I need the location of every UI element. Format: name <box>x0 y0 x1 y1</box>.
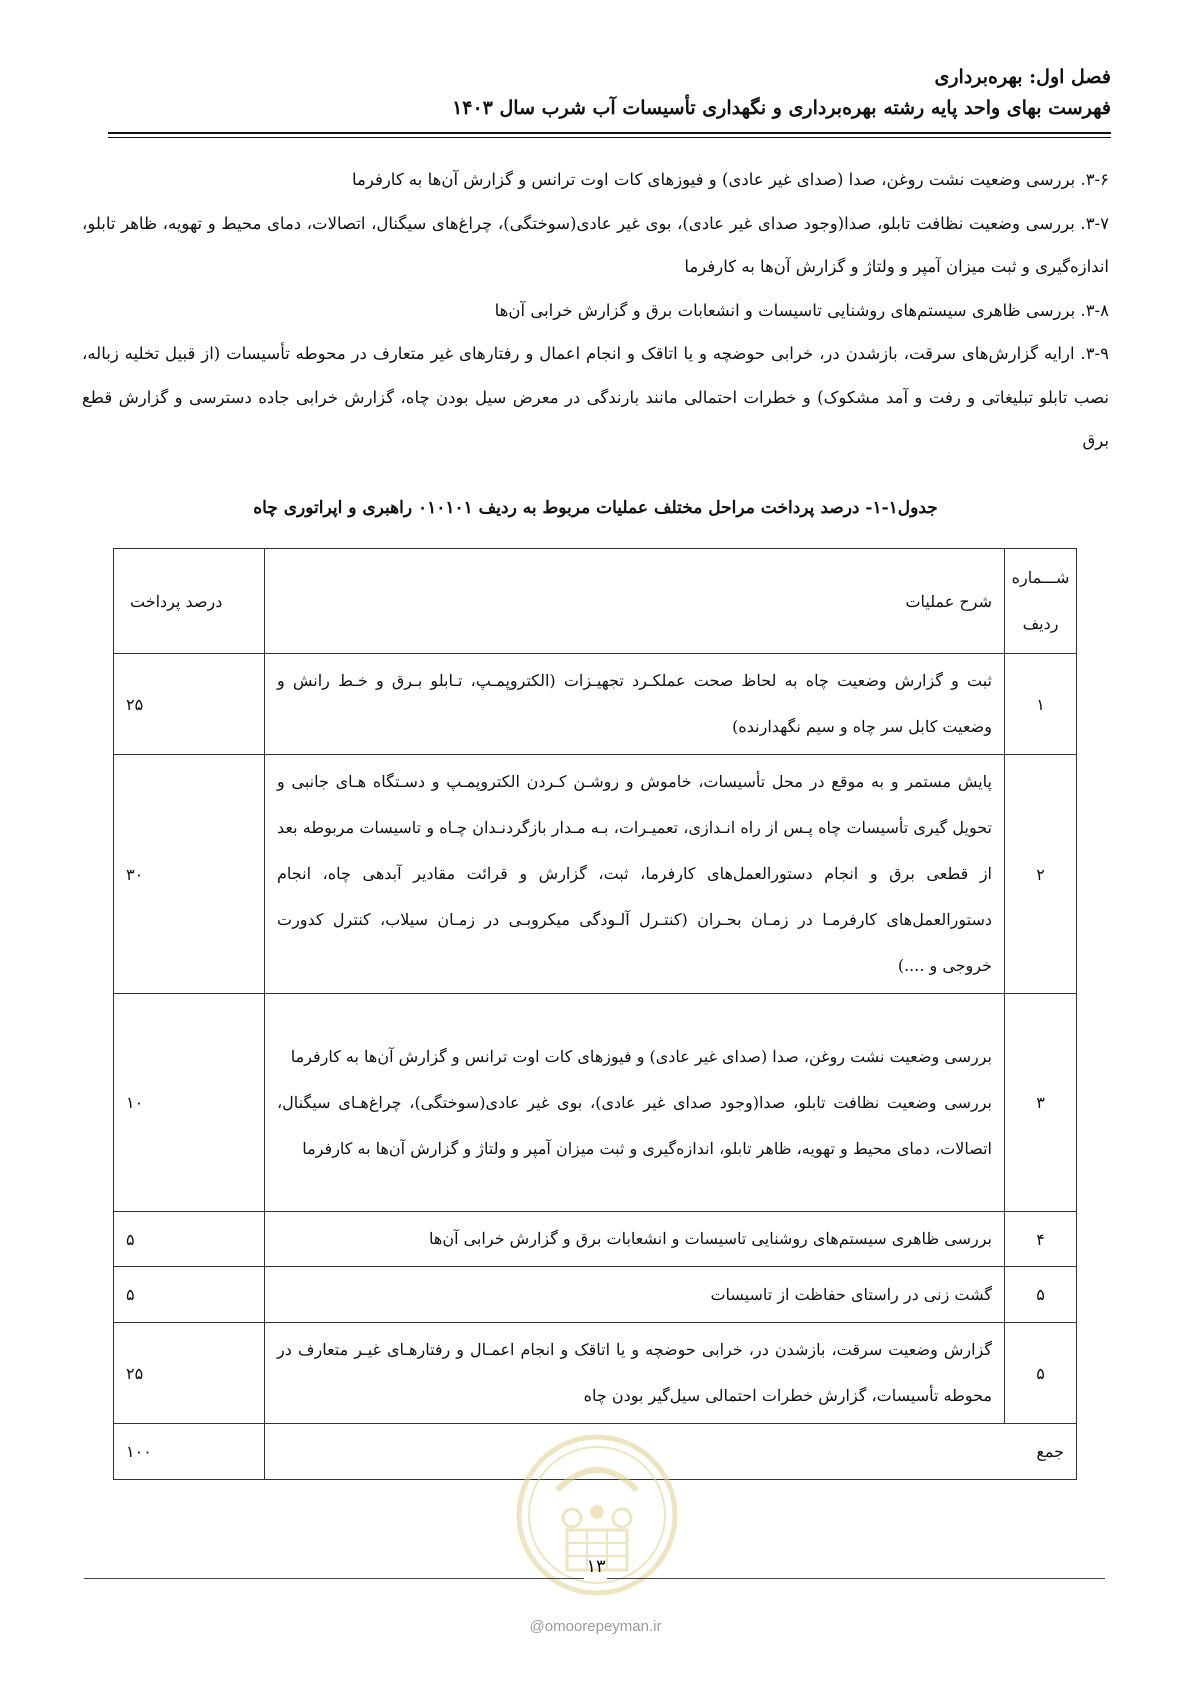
row-description: گشت زنی در راستای حفاظت از تاسیسات <box>265 1267 1005 1323</box>
footer-rule-right <box>607 1578 1105 1579</box>
row-number: ۲ <box>1005 755 1077 994</box>
footer-rule-left <box>84 1578 584 1579</box>
table-row <box>114 654 1077 755</box>
chapter-title: فصل اول: بهره‌برداری <box>934 66 1111 88</box>
header-rule-thin <box>108 137 1111 138</box>
row-number: ۵ <box>1005 1267 1077 1323</box>
row-number: ۴ <box>1005 1212 1077 1267</box>
row-payment: ۵ <box>114 1212 265 1267</box>
row-number: ۱ <box>1005 654 1077 755</box>
row-payment: ۵ <box>114 1267 265 1323</box>
total-payment: ۱۰۰ <box>114 1424 265 1480</box>
header-payment: درصد پرداخت <box>114 549 265 654</box>
total-label: جمع <box>265 1424 1077 1480</box>
row-description: ثبت و گزارش وضعیت چاه به لحاظ صحت عملکـرد تجهیـزات (الکتروپمـپ، تـابلو بـرق و خـط رانش و وضعیت کابل سر چاه و سیم نگهدارنده) <box>265 654 1005 755</box>
paragraph-3-9: ۳-۹. ارایه گزارش‌های سرقت، بازشدن در، خرابی حوضچه و یا اتاقک و انجام اعمال و رفتارهای غیر متعارف در محوطه تأسیسات (از قبیل تخلیه زباله، نصب تابلو تبلیغاتی و رفت و آمد مشکوک) و خطرات احتمالی مانند بارندگی در معرض سیل بودن چاه، گزارش خرابی جاده دسترسی و گزارش قطع برق <box>82 344 1109 450</box>
document-title: فهرست بهای واحد پایه رشته بهره‌برداری و نگهداری تأسیسات آب شرب سال ۱۴۰۳ <box>452 97 1111 119</box>
page-number: ۱۳ <box>586 1556 606 1577</box>
header-rule-thick <box>108 132 1111 134</box>
operations-table <box>113 548 1077 1480</box>
row-description: پایش مستمر و به موقع در محل تأسیسات، خاموش و روشـن کـردن الکتروپمـپ و دسـتگاه هـای جانبی و تحویل گیری تأسیسات چاه پـس از راه انـدازی، تعمیـرات، بـه مـدار بازگردنـدان چـاه و تاسیسات مربوطه بعد از قطعی برق و انجام دستورالعمل‌های کارفرما، ثبت، گزارش و قرائت مقادیر آبدهی چاه، انجام دستورالعمل‌های کارفرمـا در زمـان بحـران (کنتـرل آلـودگی میکروبـی در زمـان سیلاب، کنترل کدورت خروجی و ....) <box>265 755 1005 994</box>
row-description: بررسی ظاهری سیستم‌های روشنایی تاسیسات و انشعابات برق و گزارش خرابی آن‌ها <box>265 1212 1005 1267</box>
row-payment: ۲۵ <box>114 1323 265 1424</box>
header-row-number <box>1005 549 1077 654</box>
paragraph-3-7: ۳-۷. بررسی وضعیت نظافت تابلو، صدا(وجود صدای غیر عادی)، بوی غیر عادی(سوختگی)، چراغ‌های سیگنال، اتصالات، دمای محیط و تهویه، ظاهر تابلو، اندازه‌گیری و ثبت میزان آمپر و ولتاژ و گزارش آن‌ها به کارفرما <box>82 213 1109 276</box>
table-header-row <box>114 549 1077 654</box>
header-description: شرح عملیات <box>265 549 1005 654</box>
table-caption: جدول۱-۱- درصد پرداخت مراحل مختلف عملیات مربوط به ردیف ۰۱۰۱۰۱ راهبری و اپراتوری چاه <box>253 498 938 518</box>
page-header <box>452 62 1111 124</box>
paragraph-3-8: ۳-۸. بررسی ظاهری سیستم‌های روشنایی تاسیسات و انشعابات برق و گزارش خرابی آن‌ها <box>494 300 1109 320</box>
header-number-line2: ردیف <box>1022 614 1059 633</box>
table-row <box>114 994 1077 1212</box>
row-description <box>265 994 1005 1212</box>
header-number-line1: شـــماره <box>1011 568 1070 587</box>
row-description: گزارش وضعیت سرقت، بازشدن در، خرابی حوضچه و یا اتاقک و انجام اعمـال و رفتارهـای غیـر متعارف در محوطه تأسیسات، گزارش خطرات احتمالی سیل‌گیر بودن چاه <box>265 1323 1005 1424</box>
table-row <box>114 755 1077 994</box>
table-row <box>114 1323 1077 1424</box>
website-label[interactable]: @omoorepeyman.ir <box>529 1618 662 1635</box>
table-row <box>114 1267 1077 1323</box>
row-payment: ۳۰ <box>114 755 265 994</box>
body-paragraphs <box>82 158 1109 463</box>
row-payment: ۱۰ <box>114 994 265 1212</box>
row-number: ۳ <box>1005 994 1077 1212</box>
row-description-part1: بررسی وضعیت نشت روغن، صدا (صدای غیر عادی) و فیوزهای کات اوت ترانس و گزارش آن‌ها به کارفرما <box>290 1046 992 1066</box>
row-payment: ۲۵ <box>114 654 265 755</box>
paragraph-3-6: ۳-۶. بررسی وضعیت نشت روغن، صدا (صدای غیر عادی) و فیوزهای کات اوت ترانس و گزارش آن‌ها به کارفرما <box>351 170 1109 189</box>
table-row <box>114 1212 1077 1267</box>
row-number: ۵ <box>1005 1323 1077 1424</box>
row-description-part2: بررسی وضعیت نظافت تابلو، صدا(وجود صدای غیر عادی)، بوی غیر عادی(سوختگی)، چراغ‌هـای سیگنال، اتصالات، دمای محیط و تهویه، ظاهر تابلو، اندازه‌گیری و ثبت میزان آمپر و ولتاژ و گزارش آن‌ها به کارفرما <box>277 1092 992 1158</box>
